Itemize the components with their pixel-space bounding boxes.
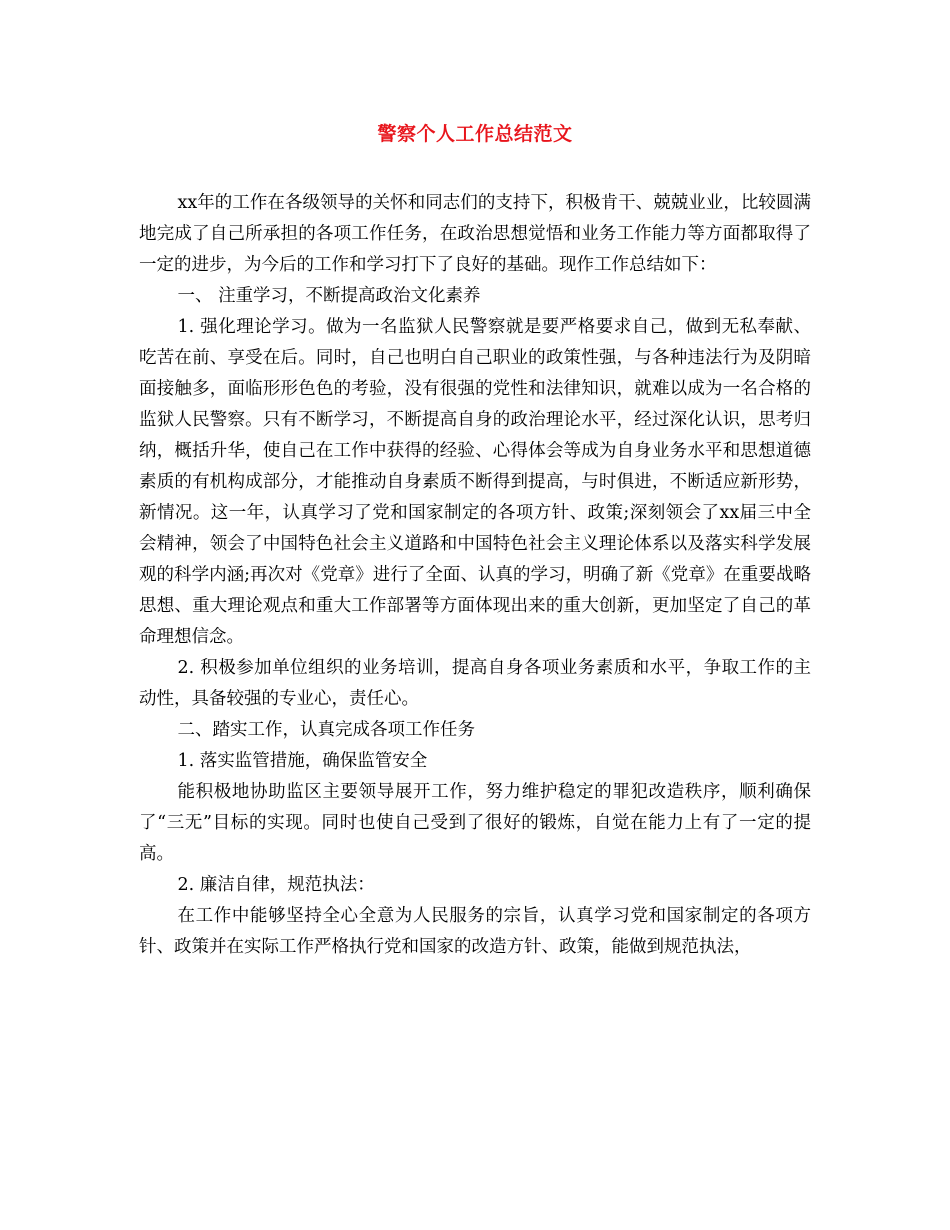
document-body [139, 188, 811, 963]
paragraph-integrity: 在工作中能够坚持全心全意为人民服务的宗旨，认真学习党和国家制定的各项方针、政策并在实际工作严格执行党和国家的改造方针、政策，能做到规范执法， [139, 906, 811, 957]
paragraph-training: 2. 积极参加单位组织的业务培训，提高自身各项业务素质和水平，争取工作的主动性，具备较强的专业心，责任心。 [139, 658, 811, 709]
subheading-integrity: 2. 廉洁自律，规范执法： [177, 875, 375, 895]
paragraph-supervision: 能积极地协助监区主要领导展开工作，努力维护稳定的罪犯改造秩序，顺利确保了“三无”目标的实现。同时也使自己受到了很好的锻炼，自觉在能力上有了一定的提高。 [139, 782, 811, 864]
subheading-supervision: 1. 落实监管措施，确保监管安全 [177, 751, 428, 771]
paragraph-theory-study: 1. 强化理论学习。做为一名监狱人民警察就是要严格要求自己，做到无私奉献、吃苦在前、享受在后。同时，自己也明白自己职业的政策性强，与各种违法行为及阴暗面接触多，面临形形色色的考验，没有很强的党性和法律知识，就难以成为一名合格的监狱人民警察。只有不断学习，不断提高自身的政治理论水平，经过深化认识，思考归纳，概括升华，使自己在工作中获得的经验、心得体会等成为自身业务水平和思想道德素质的有机构成部分，才能推动自身素质不断得到提高，与时俱进，不断适应新形势，新情况。这一年，认真学习了党和国家制定的各项方针、政策;深刻领会了xx届三中全会精神，领会了中国特色社会主义道路和中国特色社会主义理论体系以及落实科学发展观的科学内涵;再次对《党章》进行了全面、认真的学习，明确了新《党章》在重要战略思想、重大理论观点和重大工作部署等方面体现出来的重大创新，更加坚定了自己的革命理想信念。 [139, 317, 811, 647]
heading-section-2: 二、踏实工作，认真完成各项工作任务 [177, 720, 475, 740]
document-title: 警察个人工作总结范文 [377, 123, 573, 145]
paragraph-intro: xx年的工作在各级领导的关怀和同志们的支持下，积极肯干、兢兢业业，比较圆满地完成了自己所承担的各项工作任务，在政治思想觉悟和业务工作能力等方面都取得了一定的进步，为今后的工作和学习打下了良好的基础。现作工作总结如下： [139, 193, 811, 275]
heading-section-1: 一、 注重学习，不断提高政治文化素养 [177, 286, 481, 306]
